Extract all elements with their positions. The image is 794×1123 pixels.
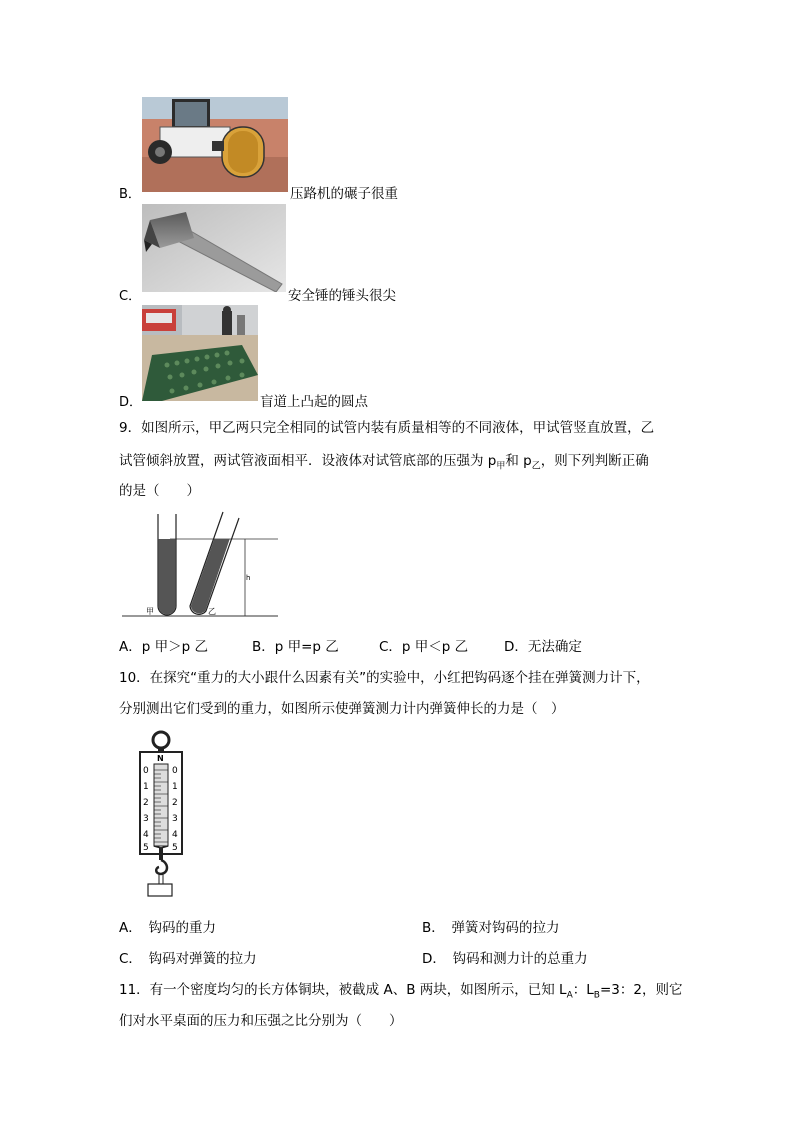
road-roller-image	[142, 97, 288, 192]
q10-choice-b[interactable]: B． 弹簧对钩码的拉力	[422, 920, 560, 936]
spring-scale-figure	[135, 730, 187, 900]
jia-label: 甲	[146, 607, 154, 616]
scale-right-0: 0	[172, 766, 178, 776]
scale-left-2: 2	[143, 798, 149, 808]
scale-right-4: 4	[172, 830, 178, 840]
q10-choice-c[interactable]: C． 钩码对弹簧的拉力	[119, 951, 257, 967]
option-b-caption: 压路机的碾子很重	[290, 186, 398, 202]
q9-choice-a[interactable]: A．p 甲＞p 乙	[119, 639, 208, 655]
q9-choice-c[interactable]: C．p 甲＜p 乙	[379, 639, 469, 655]
option-d-letter: D．	[119, 395, 143, 410]
option-b-letter: B．	[119, 187, 141, 202]
q9-choice-d[interactable]: D．无法确定	[504, 639, 582, 655]
safety-hammer-image	[142, 204, 286, 292]
q11-line2: 们对水平桌面的压力和压强之比分别为（ ）	[119, 1013, 403, 1029]
yi-label: 乙	[208, 607, 216, 616]
option-c-letter: C．	[119, 289, 142, 304]
h-label: h	[246, 574, 251, 582]
scale-right-3: 3	[172, 814, 178, 824]
option-c-caption: 安全锤的锤头很尖	[288, 288, 396, 304]
scale-right-1: 1	[172, 782, 178, 792]
q11-line1: 11．有一个密度均匀的长方体铜块，被截成 A、B 两块，如图所示，已知 $L_A$：$L_B=3$：2，则它	[119, 982, 683, 1001]
q9-line1: 9．如图所示，甲乙两只完全相同的试管内装有质量相等的不同液体，甲试管竖直放置，乙	[119, 420, 655, 436]
scale-left-1: 1	[143, 782, 149, 792]
q9-line2: 试管倾斜放置，两试管液面相平．设液体对试管底部的压强为 $p_甲$和 $p_乙$，则下列判断正确	[119, 453, 649, 472]
q9-line3: 的是（ ）	[119, 483, 200, 499]
scale-left-0: 0	[143, 766, 149, 776]
scale-unit: N	[157, 754, 164, 763]
scale-right-5: 5	[172, 843, 178, 853]
q10-choice-a[interactable]: A． 钩码的重力	[119, 920, 216, 936]
q10-line2: 分别测出它们受到的重力，如图所示使弹簧测力计内弹簧伸长的力是（ ）	[119, 701, 565, 717]
q9-choice-b[interactable]: B．p 甲=p 乙	[252, 639, 339, 655]
tactile-paving-image	[142, 305, 258, 401]
scale-right-2: 2	[172, 798, 178, 808]
test-tubes-figure	[120, 510, 280, 620]
q10-line1: 10．在探究“重力的大小跟什么因素有关”的实验中，小红把钩码逐个挂在弹簧测力计下，	[119, 670, 650, 686]
scale-left-5: 5	[143, 843, 149, 853]
option-d-caption: 盲道上凸起的圆点	[260, 394, 368, 410]
scale-left-3: 3	[143, 814, 149, 824]
scale-left-4: 4	[143, 830, 149, 840]
q10-choice-d[interactable]: D． 钩码和测力计的总重力	[422, 951, 588, 967]
